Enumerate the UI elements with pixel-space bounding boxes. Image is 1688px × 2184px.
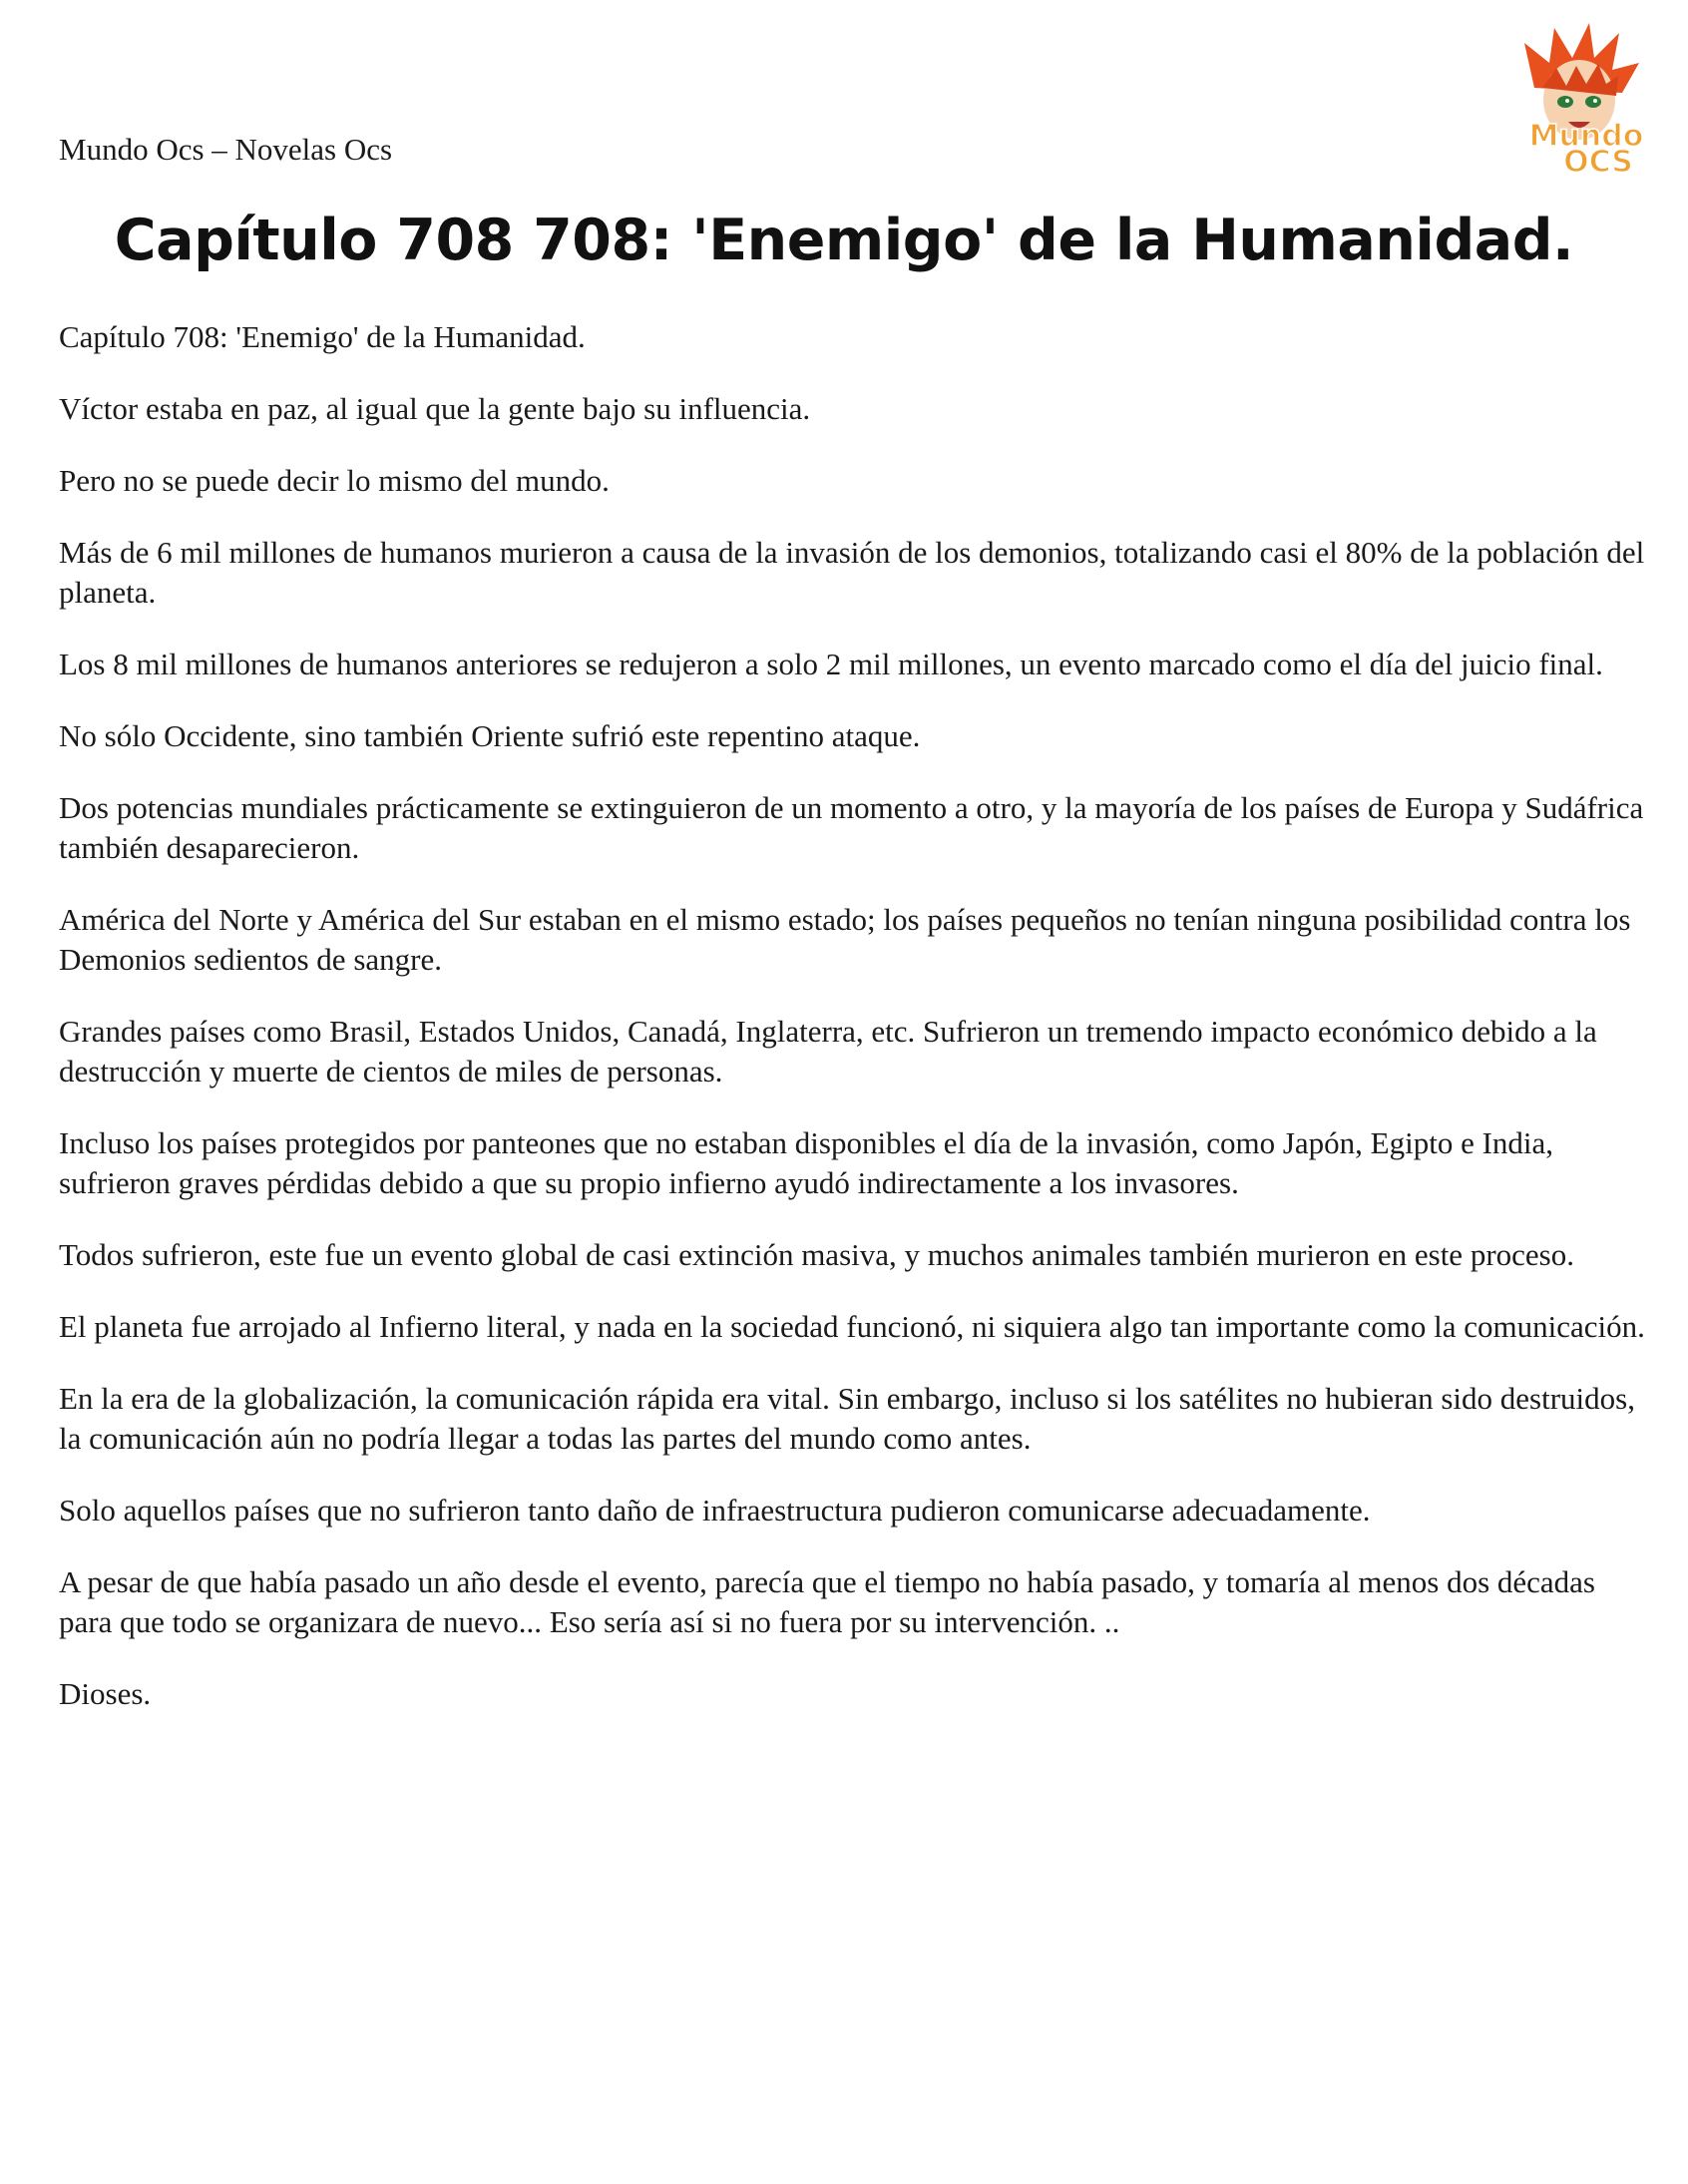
paragraph: Más de 6 mil millones de humanos murieron a causa de la invasión de los demonios, totalizando casi el 80% de la población del planeta.	[59, 535, 1645, 610]
paragraph: A pesar de que había pasado un año desde el evento, parecía que el tiempo no había pasado, y tomaría al menos dos décadas para que todo se organizara de nuevo... Eso sería así si no fuera por su intervención. ..	[59, 1564, 1595, 1639]
paragraph: Todos sufrieron, este fue un evento global de casi extinción masiva, y muchos animales también murieron en este proceso.	[59, 1237, 1574, 1272]
paragraph: Dos potencias mundiales prácticamente se extinguieron de un momento a otro, y la mayoría de los países de Europa y Sudáfrica también desaparecieron.	[59, 790, 1644, 865]
paragraph: No sólo Occidente, sino también Oriente sufrió este repentino ataque.	[59, 718, 921, 753]
chapter-title: Capítulo 708 708: 'Enemigo' de la Humanidad.	[114, 208, 1574, 273]
paragraph: Los 8 mil millones de humanos anteriores se redujeron a solo 2 mil millones, un evento marcado como el día del juicio final.	[59, 647, 1603, 681]
chapter-body	[59, 317, 1645, 1746]
paragraph: Dioses.	[59, 1676, 152, 1711]
svg-text:Mundo: Mundo	[1528, 119, 1644, 154]
paragraph: Capítulo 708: 'Enemigo' de la Humanidad.	[59, 319, 586, 354]
paragraph: Incluso los países protegidos por panteones que no estaban disponibles el día de la invasión, como Japón, Egipto e India, sufrieron graves pérdidas debido a que su propio infierno ayudó indirectamente a los invasores.	[59, 1125, 1554, 1200]
anime-character-logo-icon	[1494, 18, 1664, 178]
svg-text:OCS: OCS	[1563, 145, 1633, 178]
paragraph: En la era de la globalización, la comunicación rápida era vital. Sin embargo, incluso si los satélites no hubieran sido destruidos, la comunicación aún no podría llegar a todas las partes del mundo como antes.	[59, 1381, 1635, 1456]
paragraph: Víctor estaba en paz, al igual que la gente bajo su influencia.	[59, 391, 811, 426]
paragraph: Pero no se puede decir lo mismo del mundo.	[59, 463, 610, 498]
paragraph: El planeta fue arrojado al Infierno literal, y nada en la sociedad funcionó, ni siquiera algo tan importante como la comunicación.	[59, 1309, 1645, 1344]
paragraph: Solo aquellos países que no sufrieron tanto daño de infraestructura pudieron comunicarse adecuadamente.	[59, 1493, 1371, 1528]
paragraph: Grandes países como Brasil, Estados Unidos, Canadá, Inglaterra, etc. Sufrieron un tremendo impacto económico debido a la destrucción y muerte de cientos de miles de personas.	[59, 1014, 1597, 1089]
site-logo	[1494, 18, 1664, 178]
site-header-label: Mundo Ocs – Novelas Ocs	[59, 132, 393, 167]
paragraph: América del Norte y América del Sur estaban en el mismo estado; los países pequeños no tenían ninguna posibilidad contra los Demonios sedientos de sangre.	[59, 902, 1631, 977]
